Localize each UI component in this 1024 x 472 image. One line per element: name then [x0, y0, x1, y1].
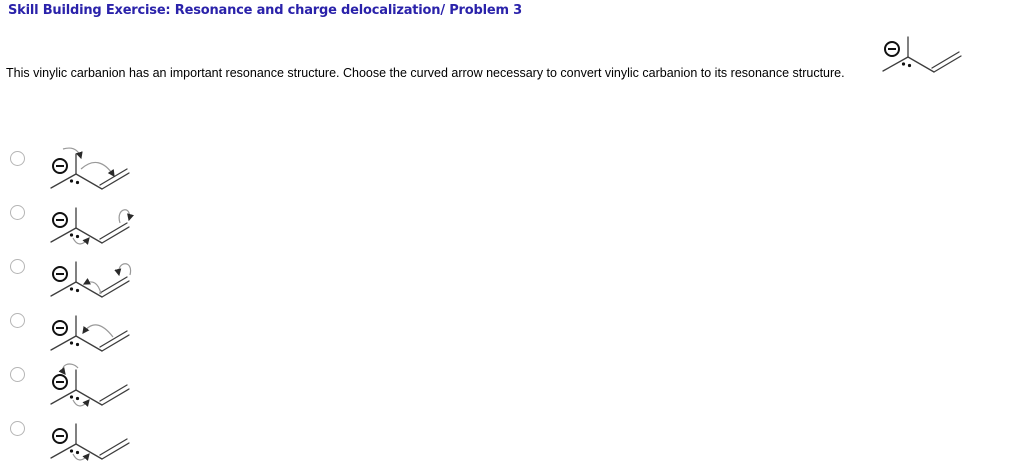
- molecule-structure: [44, 201, 144, 255]
- curved-arrow-methyl-arc-right: [63, 148, 81, 158]
- curved-arrow-terminal-loop-right: [119, 210, 129, 223]
- option-structure[interactable]: [44, 417, 144, 471]
- answer-option-row: [8, 415, 308, 469]
- answer-option-row: [8, 145, 308, 199]
- option-radio[interactable]: [10, 151, 25, 166]
- lone-pair-dots: [902, 62, 911, 67]
- molecule-structure: [44, 417, 144, 471]
- lone-pair-dots: [70, 179, 79, 184]
- minus-charge-icon: [53, 267, 67, 281]
- option-radio[interactable]: [10, 259, 25, 274]
- molecule-structure: [44, 147, 144, 201]
- lone-pair-dots: [70, 287, 79, 292]
- exercise-title: Skill Building Exercise: Resonance and charge delocalization/ Problem 3: [8, 3, 522, 18]
- curved-arrow-lonepair-to-sigma: [73, 454, 89, 460]
- curved-arrow-terminal-loop-left: [119, 264, 131, 275]
- option-structure[interactable]: [44, 147, 144, 201]
- option-structure[interactable]: [44, 255, 144, 309]
- minus-charge-icon: [53, 213, 67, 227]
- curved-arrow-lonepair-to-sigma: [73, 238, 89, 244]
- minus-charge-icon: [53, 321, 67, 335]
- option-radio[interactable]: [10, 313, 25, 328]
- minus-charge-icon: [53, 429, 67, 443]
- lone-pair-dots: [70, 341, 79, 346]
- answer-option-row: [8, 361, 308, 415]
- minus-charge-icon: [53, 159, 67, 173]
- option-structure[interactable]: [44, 201, 144, 255]
- option-structure[interactable]: [44, 363, 144, 417]
- option-radio[interactable]: [10, 205, 25, 220]
- molecule-structure: [44, 363, 144, 417]
- molecule-structure: [44, 255, 144, 309]
- lone-pair-dots: [70, 395, 79, 400]
- lone-pair-dots: [70, 233, 79, 238]
- answer-option-row: [8, 307, 308, 361]
- option-radio[interactable]: [10, 367, 25, 382]
- answer-option-row: [8, 199, 308, 253]
- minus-charge-icon: [53, 375, 67, 389]
- curved-arrow-carbanion-to-pi: [81, 162, 114, 176]
- option-structure[interactable]: [44, 309, 144, 363]
- curved-arrow-lonepair-to-sigma: [73, 400, 89, 406]
- curved-arrow-pi-to-carbanion: [83, 325, 113, 337]
- question-text: This vinylic carbanion has an important resonance structure. Choose the curved arrow necessary to convert vinylic carbanion to its resonance structure.: [6, 66, 845, 80]
- lone-pair-dots: [70, 449, 79, 454]
- prompt-molecule: [876, 30, 976, 84]
- answer-options-list: [8, 145, 308, 469]
- molecule-structure: [876, 30, 976, 84]
- option-radio[interactable]: [10, 421, 25, 436]
- molecule-structure: [44, 309, 144, 363]
- minus-charge-icon: [885, 42, 899, 56]
- answer-option-row: [8, 253, 308, 307]
